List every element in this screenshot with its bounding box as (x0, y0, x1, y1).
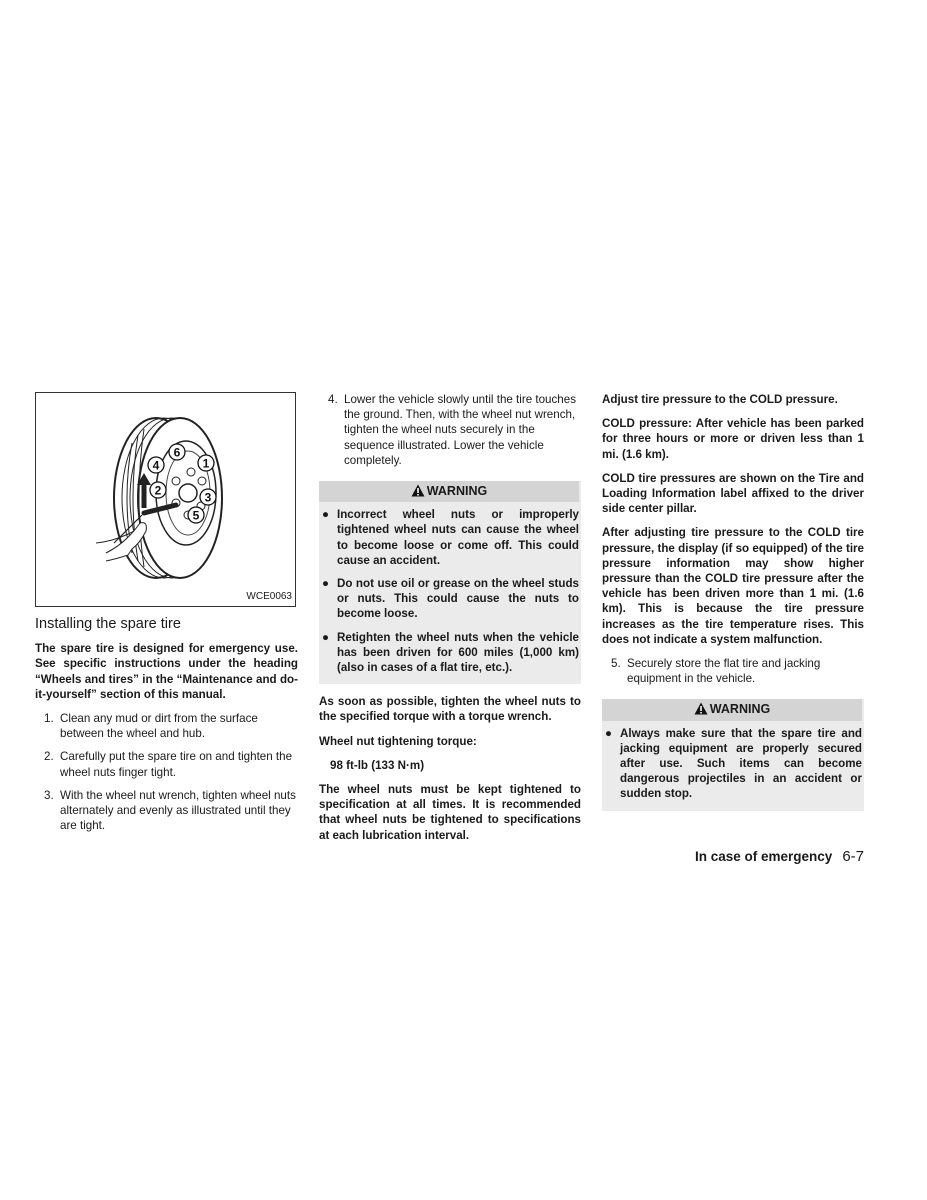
step-item (602, 656, 864, 686)
warning-item (319, 630, 579, 676)
warning-triangle-icon (411, 484, 425, 497)
warning-item-text: Do not use oil or grease on the wheel studs or nuts. This could cause the nuts to become loose. (337, 577, 579, 621)
step-text: Securely store the flat tire and jacking equipment in the vehicle. (627, 657, 821, 686)
torque-value: 98 ft-lb (133 N·m) (330, 758, 425, 772)
warning-box-2 (602, 699, 864, 810)
step-item (35, 749, 298, 779)
figure-code: WCE0063 (246, 590, 292, 602)
step-item (35, 788, 298, 834)
step-number: 3. (44, 788, 54, 802)
bullet-dot: ● (605, 726, 613, 740)
warning-item (319, 576, 579, 622)
warning-header (602, 699, 862, 720)
warning-item-text: Retighten the wheel nuts when the vehicle has been driven for 600 miles (1,000 km) (also in cases of a flat tire, etc.). (337, 630, 579, 675)
warning-item-text: Always make sure that the spare tire and jacking equipment are properly secured after use. Such items can become dangerous projectiles in an accident or sudden stop. (620, 726, 862, 801)
page-footer (695, 848, 864, 865)
cold-label-info: COLD tire pressures are shown on the Tire and Loading Information label affixed to the driver side center pillar. (602, 471, 864, 516)
steps-list-3 (602, 656, 864, 686)
steps-list-2 (319, 392, 581, 468)
keep-tight-paragraph: The wheel nuts must be kept tightened to specification at all times. It is recommended that wheel nuts be tightened to specifications at each lubrication interval. (319, 783, 581, 842)
step-item (319, 392, 581, 468)
warning-item (602, 726, 862, 802)
section-title: Installing the spare tire (35, 616, 181, 632)
adjust-heading: Adjust tire pressure to the COLD pressure. (602, 393, 838, 406)
warning-label: WARNING (426, 484, 488, 499)
bullet-dot: ● (322, 577, 330, 591)
bullet-dot: ● (322, 630, 330, 644)
seq-label-1: 1 (202, 456, 210, 471)
step-item (35, 711, 298, 741)
step-number: 5. (611, 657, 621, 671)
step-text: Carefully put the spare tire on and tighten the wheel nuts finger tight. (60, 750, 293, 779)
step-number: 1. (44, 712, 54, 726)
warning-item-text: Incorrect wheel nuts or improperly tightened wheel nuts can cause the wheel to become loose or come off. This could cause an accident. (337, 508, 579, 567)
step-text: Lower the vehicle slowly until the tire touches the ground. Then, with the wheel nut wrench, tighten the wheel nuts securely in the sequence illustrated. Lower the vehicle completely. (344, 393, 576, 467)
seq-label-4: 4 (152, 458, 160, 473)
torque-label: Wheel nut tightening torque: (319, 734, 477, 748)
warning-label: WARNING (709, 702, 771, 717)
warning-list-2 (602, 726, 862, 802)
step-number: 4. (328, 393, 338, 406)
footer-section: In case of emergency (694, 849, 833, 864)
bullet-dot: ● (322, 508, 330, 522)
step-number: 2. (44, 750, 54, 764)
warning-list-1 (319, 507, 579, 675)
spare-tire-figure (35, 392, 296, 607)
step-text: Clean any mud or dirt from the surface between the wheel and hub. (60, 712, 258, 741)
intro-paragraph: The spare tire is designed for emergency use. See specific instructions under the heading “Wheels and tires” in the “Maintenance and do-it-yourself” section of this manual. (35, 642, 298, 701)
steps-list-1 (35, 711, 298, 833)
warning-item (319, 507, 579, 568)
warning-triangle-icon (694, 702, 708, 715)
seq-label-2: 2 (154, 483, 162, 498)
column-2 (319, 392, 581, 852)
column-1 (35, 392, 298, 841)
step-text: With the wheel nut wrench, tighten wheel nuts alternately and evenly as illustrated until they are tight. (60, 788, 296, 833)
page-number: 6-7 (842, 848, 864, 865)
seq-label-5: 5 (192, 508, 200, 523)
warning-box-1 (319, 481, 581, 684)
after-adjust-paragraph: After adjusting tire pressure to the COLD tire pressure, the display (if so equipped) of the tire pressure information may show higher pressure than the COLD tire pressure after the vehicle has been driven more than 1 mi. (1.6 km). This is because the tire pressure increases as the tire temperature rises. This does not indicate a system malfunction. (602, 526, 864, 646)
seq-label-6: 6 (173, 445, 181, 460)
after-warning-paragraph: As soon as possible, tighten the wheel nuts to the specified torque with a torque wrench. (319, 695, 581, 724)
tire-nut-sequence-illustration (36, 393, 297, 608)
column-3 (602, 392, 864, 811)
cold-definition: COLD pressure: After vehicle has been parked for three hours or more or driven less than 1 mi. (1.6 km). (602, 417, 864, 461)
warning-header (319, 481, 579, 502)
seq-label-3: 3 (204, 490, 212, 505)
